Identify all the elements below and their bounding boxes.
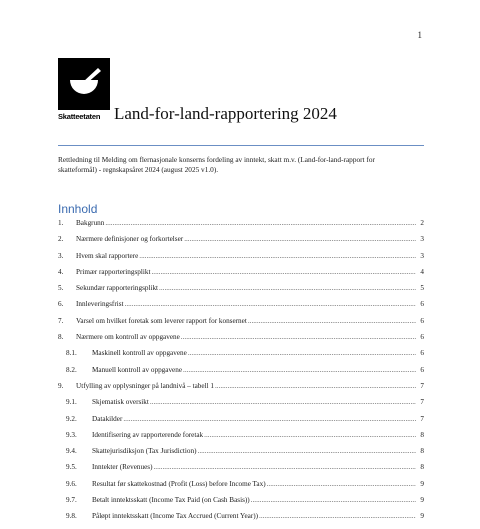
toc-entry[interactable] (58, 252, 424, 268)
toc-entry[interactable] (58, 431, 424, 447)
toc-entry-number: 9.8. (66, 512, 77, 521)
toc-leader-dots (159, 284, 416, 293)
toc-leader-dots (181, 333, 416, 342)
toc-entry[interactable] (58, 382, 424, 398)
toc-entry-page: 7 (420, 414, 424, 423)
toc-entry-number: 9.7. (66, 496, 77, 505)
toc-entry[interactable] (58, 333, 424, 349)
toc-entry-page: 7 (420, 381, 424, 390)
toc-entry-label: Påløpt inntektsskatt (Income Tax Accrued (Current Year)) (92, 512, 259, 521)
toc-leader-dots (198, 447, 416, 456)
toc-entry-label: Varsel om hvilket foretak som leverer rapport for konsernet (76, 316, 247, 325)
toc-entry-number: 5. (58, 284, 64, 293)
toc-leader-dots (204, 431, 416, 440)
toc-entry[interactable] (58, 268, 424, 284)
toc-leader-dots (184, 235, 416, 244)
toc-entry-number: 8.2. (66, 365, 77, 374)
toc-entry-page: 5 (420, 284, 424, 293)
toc-entry-label: Hvem skal rapportere (76, 251, 139, 260)
toc-entry-label: Skattejurisdiksjon (Tax Jurisdiction) (92, 447, 197, 456)
toc-entry-label: Maskinell kontroll av oppgavene (92, 349, 187, 358)
toc-entry-number: 9.3. (66, 430, 77, 439)
title-divider (58, 145, 424, 146)
table-of-contents (58, 219, 424, 529)
toc-entry[interactable] (58, 463, 424, 479)
toc-leader-dots (215, 382, 416, 391)
toc-leader-dots (259, 512, 416, 521)
toc-entry-page: 6 (420, 349, 424, 358)
toc-entry-label: Primær rapporteringsplikt (76, 267, 151, 276)
toc-entry-label: Betalt inntektsskatt (Income Tax Paid (on Cash Basis)) (92, 496, 250, 505)
toc-entry-page: 6 (420, 365, 424, 374)
toc-entry-page: 6 (420, 333, 424, 342)
toc-leader-dots (139, 252, 416, 261)
toc-entry-number: 8.1. (66, 349, 77, 358)
toc-entry-page: 2 (420, 219, 424, 227)
toc-entry[interactable] (58, 366, 424, 382)
toc-entry-label: Inntekter (Revenues) (92, 463, 153, 472)
toc-entry-number: 9.2. (66, 414, 77, 423)
page-number: 1 (417, 30, 422, 40)
toc-entry-page: 8 (420, 447, 424, 456)
logo-text: Skatteetaten (58, 112, 101, 121)
toc-entry-label: Datakilder (92, 414, 123, 423)
toc-entry[interactable] (58, 219, 424, 235)
toc-entry[interactable] (58, 496, 424, 512)
toc-leader-dots (251, 496, 416, 505)
toc-leader-dots (123, 415, 416, 424)
toc-entry[interactable] (58, 284, 424, 300)
toc-entry[interactable] (58, 235, 424, 251)
toc-entry-number: 1. (58, 219, 64, 227)
toc-entry[interactable] (58, 512, 424, 528)
toc-entry-number: 9.1. (66, 398, 77, 407)
toc-leader-dots (183, 366, 416, 375)
toc-entry[interactable] (58, 480, 424, 496)
toc-entry-page: 8 (420, 463, 424, 472)
toc-entry[interactable] (58, 317, 424, 333)
toc-entry-number: 9.5. (66, 463, 77, 472)
toc-entry-number: 8. (58, 333, 64, 342)
toc-entry-page: 8 (420, 430, 424, 439)
toc-entry-number: 7. (58, 316, 64, 325)
toc-leader-dots (248, 317, 416, 326)
skatteetaten-logo (58, 58, 110, 110)
toc-entry-number: 6. (58, 300, 64, 309)
toc-entry-page: 6 (420, 316, 424, 325)
toc-entry-label: Innleveringsfrist (76, 300, 124, 309)
toc-entry-page: 4 (420, 267, 424, 276)
intro-paragraph: Rettledning til Melding om flernasjonale konserns fordeling av inntekt, skatt m.v. (Land-for-land-rapport for skatteformål) - regnskapsåret 2024 (august 2025 v1.0). (58, 155, 375, 174)
document-title: Land-for-land-rapportering 2024 (114, 104, 337, 123)
toc-entry-page: 7 (420, 398, 424, 407)
toc-entry[interactable] (58, 447, 424, 463)
toc-leader-dots (125, 300, 416, 309)
toc-leader-dots (267, 480, 416, 489)
toc-entry-number: 9. (58, 381, 64, 390)
toc-entry-label: Manuell kontroll av oppgavene (92, 365, 183, 374)
logo-emblem-icon (58, 58, 110, 110)
toc-leader-dots (153, 463, 416, 472)
toc-entry[interactable] (58, 415, 424, 431)
toc-entry-page: 3 (420, 251, 424, 260)
toc-leader-dots (151, 268, 416, 277)
toc-entry-label: Resultat før skattekostnad (Profit (Loss) before Income Tax) (92, 479, 266, 488)
toc-entry-number: 3. (58, 251, 64, 260)
toc-entry-label: Sekundær rapporteringsplikt (76, 284, 159, 293)
toc-entry[interactable] (58, 300, 424, 316)
toc-entry-page: 9 (420, 512, 424, 521)
toc-entry-number: 4. (58, 267, 64, 276)
toc-entry-page: 3 (420, 235, 424, 244)
toc-entry-label: Identifisering av rapporterende foretak (92, 430, 204, 439)
toc-entry-label: Bakgrunn (76, 219, 105, 227)
toc-entry-page: 9 (420, 479, 424, 488)
toc-entry-label: Utfylling av opplysninger på landnivå – tabell 1 (76, 381, 214, 390)
toc-heading: Innhold (58, 202, 98, 216)
toc-entry-number: 9.6. (66, 479, 77, 488)
toc-leader-dots (150, 398, 416, 407)
toc-entry-number: 2. (58, 235, 64, 244)
toc-entry-label: Nærmere definisjoner og forkortelser (76, 235, 184, 244)
toc-leader-dots (105, 219, 416, 228)
toc-entry[interactable] (58, 349, 424, 365)
toc-entry-label: Nærmere om kontroll av oppgavene (76, 333, 180, 342)
toc-entry-number: 9.4. (66, 447, 77, 456)
toc-entry-page: 9 (420, 496, 424, 505)
toc-entry-page: 6 (420, 300, 424, 309)
toc-leader-dots (188, 349, 416, 358)
toc-entry[interactable] (58, 398, 424, 414)
toc-entry-label: Skjematisk oversikt (92, 398, 149, 407)
